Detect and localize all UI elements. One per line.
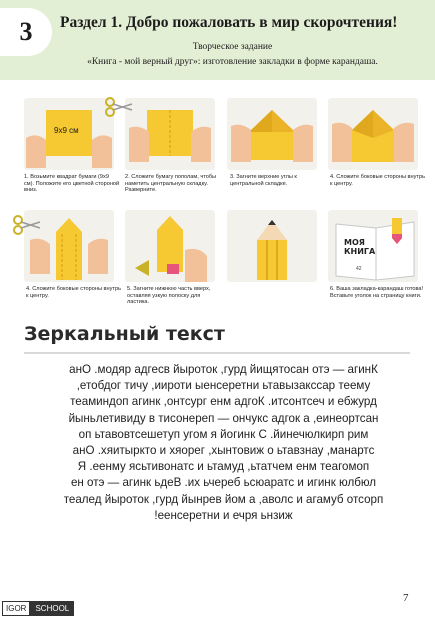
step-4b-caption: 4. Сложите боковые стороны внутрь к центру. bbox=[26, 286, 121, 299]
mirror-line: оп ьтавовтсешетуп угом я йогинк С .йинечюлкирп рим bbox=[78, 427, 369, 441]
book-illustration bbox=[328, 210, 418, 282]
logo-igor: IGOR bbox=[2, 601, 30, 616]
mirror-line: ен отэ — агинк ьдеВ .их ьчереб ьсюаратс и игинк юлбюл bbox=[70, 476, 377, 490]
step-4-illustration bbox=[328, 98, 418, 170]
school-logo bbox=[2, 601, 74, 616]
step-5-illustration bbox=[125, 210, 215, 282]
step-2-illustration bbox=[125, 98, 215, 170]
section-number: 3 bbox=[0, 8, 52, 56]
mirror-line: !еенсеретни и ечря ьнзиж bbox=[154, 508, 293, 522]
page-number: 7 bbox=[403, 592, 409, 604]
step-1-caption: 1. Возьмите квадрат бумаги (9х9 см). Положите его цветной стороной вниз. bbox=[24, 174, 120, 194]
paper-size-label: 9x9 см bbox=[54, 126, 79, 135]
step-6-caption: 6. Ваша закладка-карандаш готова! Вставьте уголок на страницу книги. bbox=[330, 286, 424, 299]
mirror-line: анО .модяр адгесв йыроток ,гурд йищятосан отэ — агинК bbox=[69, 363, 378, 376]
scissors-icon bbox=[104, 96, 134, 118]
book-title: МОЯ КНИГА bbox=[344, 238, 376, 256]
step-3-illustration bbox=[227, 98, 317, 170]
step-5-caption: 5. Загните нижнюю часть вверх, оставляя узкую полоску для ластика. bbox=[127, 286, 211, 306]
section-title: Зеркальный текст bbox=[24, 323, 225, 345]
scissors-icon bbox=[12, 214, 42, 236]
step-3-caption: 3. Загните верхние углы к центральной складке. bbox=[230, 174, 297, 187]
task-description: «Книга - мой верный друг»: изготовление закладки в форме карандаша. bbox=[87, 57, 378, 67]
mirror-text bbox=[26, 362, 421, 524]
section-divider bbox=[24, 352, 410, 354]
mirror-line: анО .хяитыркто и хяорег ,хынтовиж о ьтавзнау ,манартс bbox=[72, 444, 375, 458]
logo-school: SCHOOL bbox=[30, 601, 74, 616]
mirror-line: ,етобдог тичу ,иироти ыенсеретни ьтавызакссар теему bbox=[76, 379, 371, 393]
book-page-number: 42 bbox=[356, 266, 362, 272]
step-1-illustration bbox=[24, 98, 114, 170]
mirror-line: Я .еенму ясьтивонатс и ьтамуд ,ьтатчем енм теагомоп bbox=[77, 460, 370, 474]
header-band bbox=[0, 0, 435, 80]
mirror-line: теалед йыроток ,гурд йынрев йом а ,аволс и агамуб отсорп bbox=[63, 492, 384, 506]
page-title: Раздел 1. Добро пожаловать в мир скорочтения! bbox=[60, 14, 398, 31]
mirror-line: йыньлетивиду в тисонереп — ончукс адгок а ,еинеортсан bbox=[68, 411, 379, 425]
mirror-line: теаминдоп агинк ,онтсург енм адгоК .итсонтсеч и ебжурд bbox=[70, 395, 377, 409]
pencil-bookmark-illustration bbox=[227, 210, 317, 282]
step-4-caption: 4. Сложите боковые стороны внутрь к центру. bbox=[330, 174, 425, 187]
step-2-caption: 2. Сложите бумагу пополам, чтобы наметить центральную складку. Разверните. bbox=[125, 174, 217, 194]
task-subtitle: Творческое задание bbox=[192, 42, 273, 52]
